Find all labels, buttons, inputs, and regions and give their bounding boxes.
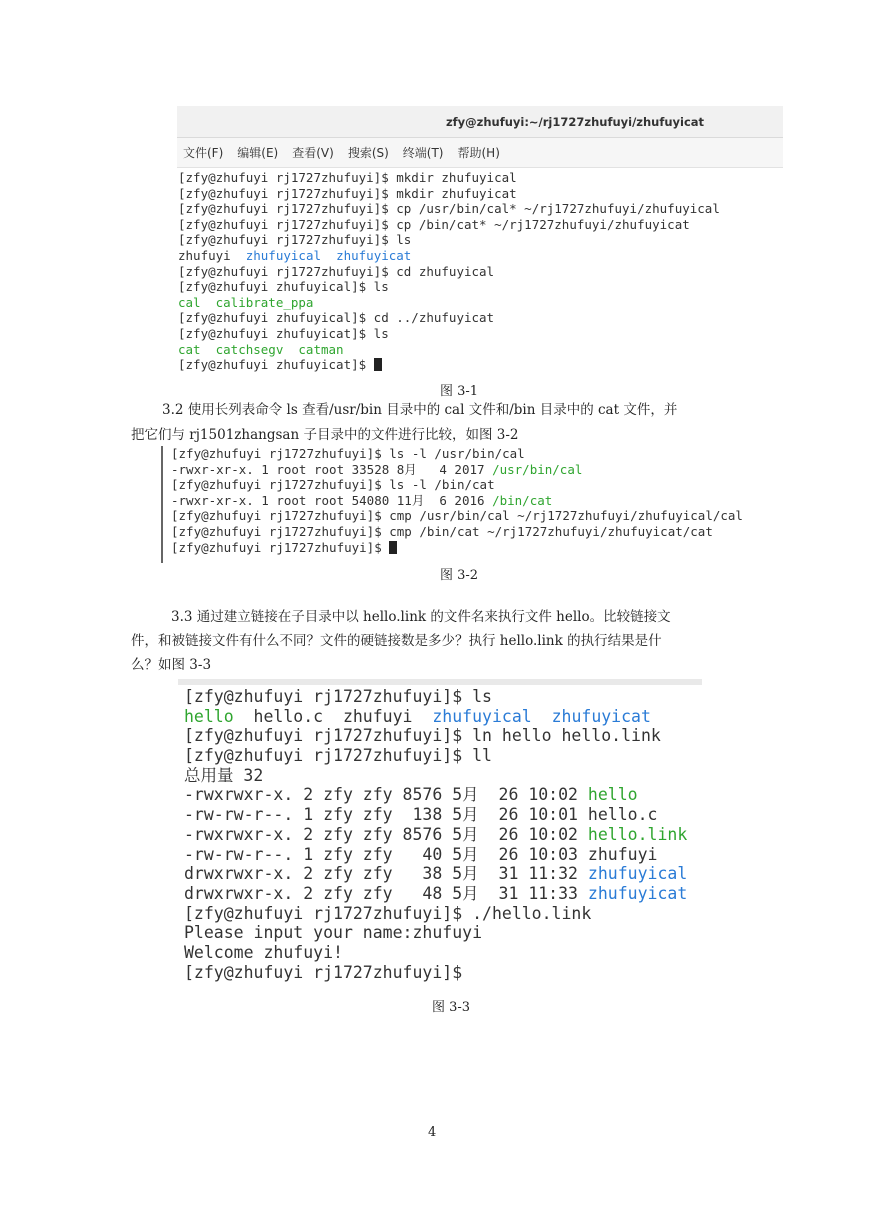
file-path: /bin/cat [492, 492, 553, 508]
terminal-line: [zfy@zhufuyi zhufuyicat]$ ls [178, 325, 389, 341]
terminal-screenshot-fig-3-3 [178, 679, 702, 984]
menu-view[interactable]: 查看(V) [292, 146, 334, 160]
ll-row-meta: drwxrwxr-x. 2 zfy zfy 48 5月 31 11:33 [184, 883, 588, 903]
paragraph-3-2-line-2: 把它们与 rj1501zhangsan 子目录中的文件进行比较，如图 3-2 [131, 427, 519, 443]
ls-separator [321, 248, 336, 263]
terminal-line: Welcome zhufuyi! [184, 942, 343, 962]
ll-row-name: zhufuyicat [587, 883, 688, 903]
ll-row-meta: -rwxrwxr-x. 2 zfy zfy 8576 5月 26 10:02 [184, 785, 588, 805]
menu-search[interactable]: 搜索(S) [347, 146, 389, 160]
ll-row-meta: drwxrwxr-x. 2 zfy zfy 38 5月 31 11:32 [184, 864, 588, 884]
terminal-line: [zfy@zhufuyi rj1727zhufuyi]$ ls -l /bin/cat [171, 477, 495, 493]
ls-exec-entries: cal calibrate_ppa [178, 294, 314, 310]
menu-edit[interactable]: 编辑(E) [237, 146, 279, 160]
ll-row: -rw-rw-r--. 1 zfy zfy 138 5月 26 10:01 hello.c [184, 805, 658, 825]
ls-entry: zhufuyi [178, 247, 246, 263]
ll-row [184, 884, 702, 904]
paragraph-3-3-line-1: 3.3 通过建立链接在子目录中以 hello.link 的文件名来执行文件 hello。比较链接文 [171, 609, 671, 625]
paragraph-3-3-line-2: 件，和被链接文件有什么不同？文件的硬链接数是多少？执行 hello.link 的执行结果是什 [131, 633, 662, 649]
ll-row [184, 825, 702, 845]
paragraph-3-3-line-3: 么？如图 3-3 [131, 657, 212, 673]
terminal-line: [zfy@zhufuyi rj1727zhufuyi]$ cmp /usr/bin/cal ~/rj1727zhufuyi/zhufuyical/cal [171, 508, 743, 524]
terminal-line: [zfy@zhufuyi rj1727zhufuyi]$ cp /bin/cat* ~/rj1727zhufuyi/zhufuyicat [178, 216, 690, 232]
terminal-line [178, 357, 783, 373]
terminal-line: Please input your name:zhufuyi [184, 923, 483, 943]
ls-dir-entry: zhufuyical [432, 706, 532, 726]
figure-caption: 图 3-3 [432, 1000, 471, 1015]
terminal-output [177, 168, 783, 373]
terminal-line: [zfy@zhufuyi rj1727zhufuyi]$ ll [184, 746, 492, 766]
terminal-titlebar [177, 106, 783, 138]
terminal-line: [zfy@zhufuyi rj1727zhufuyi]$ mkdir zhufuyicat [178, 185, 517, 201]
terminal-screenshot-fig-3-2 [161, 446, 771, 563]
ll-row [184, 785, 702, 805]
ls-entry: hello.c zhufuyi [233, 706, 433, 726]
ls-exec-entries: cat catchsegv catman [178, 341, 344, 357]
ls-separator [532, 707, 552, 726]
ls-long-entry: -rwxr-xr-x. 1 root root 54080 11月 6 2016 [171, 492, 493, 508]
ll-row-name: hello.link [587, 824, 688, 844]
prompt: [zfy@zhufuyi zhufuyicat]$ [178, 357, 374, 373]
terminal-line: [zfy@zhufuyi rj1727zhufuyi]$ ./hello.link [184, 903, 592, 923]
file-path: /usr/bin/cal [492, 461, 583, 477]
terminal-line: [zfy@zhufuyi rj1727zhufuyi]$ mkdir zhufuyical [178, 170, 517, 185]
terminal-line [184, 707, 702, 727]
ls-dir-entry: zhufuyical [245, 247, 321, 263]
terminal-line: 总用量 32 [184, 765, 264, 785]
figure-caption: 图 3-2 [440, 568, 479, 583]
text-cursor[interactable] [389, 541, 397, 554]
terminal-line [171, 462, 771, 478]
terminal-line: [zfy@zhufuyi rj1727zhufuyi]$ ls -l /usr/bin/cal [171, 446, 525, 461]
menu-help[interactable]: 帮助(H) [457, 146, 500, 160]
ls-dir-entry: zhufuyicat [336, 247, 412, 263]
terminal-line [171, 540, 771, 556]
terminal-menubar [177, 138, 783, 168]
paragraph-3-2-line-1: 3.2 使用长列表命令 ls 查看/usr/bin 目录中的 cal 文件和/bin 目录中的 cat 文件，并 [162, 402, 678, 418]
ll-row [184, 864, 702, 884]
prompt: [zfy@zhufuyi rj1727zhufuyi]$ [171, 539, 390, 555]
ls-dir-entry: zhufuyicat [551, 706, 651, 726]
window-title: zfy@zhufuyi:~/rj1727zhufuyi/zhufuyicat [445, 114, 705, 129]
terminal-line: [zfy@zhufuyi rj1727zhufuyi]$ ln hello hello.link [184, 726, 661, 746]
terminal-line [178, 248, 783, 264]
menu-file[interactable]: 文件(F) [183, 146, 224, 160]
terminal-line: [zfy@zhufuyi rj1727zhufuyi]$ cmp /bin/cat ~/rj1727zhufuyi/zhufuyicat/cat [171, 523, 713, 539]
ll-row-name: zhufuyical [587, 864, 688, 884]
ls-exec-entry: hello [184, 706, 234, 726]
terminal-line: [zfy@zhufuyi rj1727zhufuyi]$ ls [178, 232, 412, 248]
terminal-line: [zfy@zhufuyi zhufuyical]$ cd ../zhufuyicat [178, 310, 495, 326]
terminal-line: [zfy@zhufuyi zhufuyical]$ ls [178, 279, 389, 295]
terminal-line: [zfy@zhufuyi rj1727zhufuyi]$ cp /usr/bin/cal* ~/rj1727zhufuyi/zhufuyical [178, 201, 720, 217]
text-cursor[interactable] [374, 358, 382, 371]
ls-long-entry: -rwxr-xr-x. 1 root root 33528 8月 4 2017 [171, 461, 493, 477]
ll-row-meta: -rwxrwxr-x. 2 zfy zfy 8576 5月 26 10:02 [184, 824, 588, 844]
terminal-line [171, 493, 771, 509]
menu-terminal[interactable]: 终端(T) [402, 146, 444, 160]
terminal-screenshot-fig-3-1 [177, 106, 783, 376]
terminal-line: [zfy@zhufuyi rj1727zhufuyi]$ ls [184, 687, 492, 706]
terminal-line: [zfy@zhufuyi rj1727zhufuyi]$ cd zhufuyical [178, 263, 495, 279]
ll-row-name: hello [587, 785, 638, 805]
figure-caption: 图 3-1 [440, 384, 479, 399]
terminal-line: [zfy@zhufuyi rj1727zhufuyi]$ [184, 962, 463, 982]
ll-row: -rw-rw-r--. 1 zfy zfy 40 5月 26 10:03 zhufuyi [184, 844, 658, 864]
page-number: 4 [428, 1125, 437, 1140]
